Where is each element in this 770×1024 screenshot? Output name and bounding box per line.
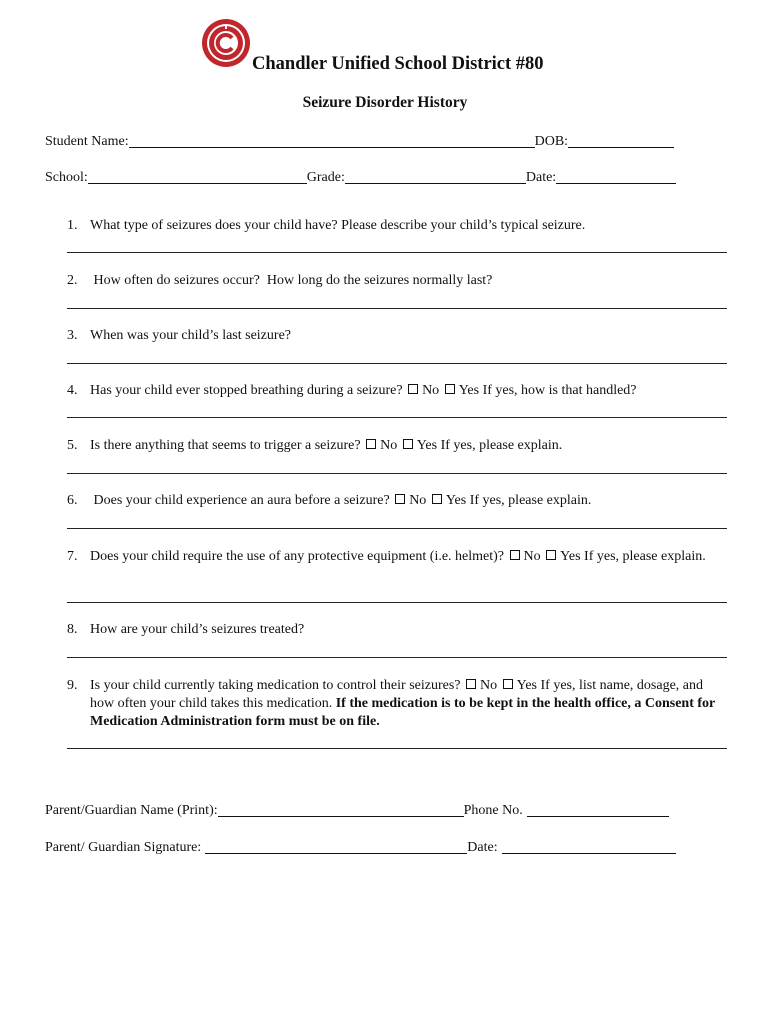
- student-name-label: Student Name:: [45, 134, 129, 149]
- parent-name-field[interactable]: [218, 804, 464, 817]
- school-field[interactable]: [88, 171, 307, 184]
- question-2: 2. How often do seizures occur? How long do the seizures normally last?: [67, 273, 493, 288]
- district-logo-icon: [201, 18, 251, 68]
- answer-line-3[interactable]: [67, 363, 727, 364]
- question-5: 5. Is there anything that seems to trigger a seizure? No Yes If yes, please explain.: [67, 438, 563, 453]
- no-checkbox[interactable]: [395, 494, 405, 504]
- no-checkbox[interactable]: [408, 384, 418, 394]
- no-checkbox[interactable]: [366, 439, 376, 449]
- question-3: 3. When was your child’s last seizure?: [67, 328, 291, 343]
- student-name-field[interactable]: [129, 135, 535, 148]
- school-label: School:: [45, 170, 88, 185]
- question-9: 9. Is your child currently taking medication to control their seizures? No Yes If yes, list name, dosage, and how often your child takes this medication. If the medication is to be kept in the health office, a Consent for Medication Administration form must be on file.: [67, 678, 716, 729]
- signature-row: [45, 840, 676, 856]
- signature-label: Parent/ Guardian Signature:: [45, 840, 202, 855]
- grade-label: Grade:: [306, 170, 345, 185]
- answer-line-4[interactable]: [67, 417, 727, 418]
- phone-field[interactable]: [527, 804, 669, 817]
- yes-checkbox[interactable]: [403, 439, 413, 449]
- answer-line-8[interactable]: [67, 657, 727, 658]
- question-8: 8. How are your child’s seizures treated?: [67, 622, 305, 637]
- no-checkbox[interactable]: [510, 550, 520, 560]
- date-field[interactable]: [556, 171, 676, 184]
- medication-consent-notice: If the medication is to be kept in the health office, a Consent for Medication Administration form must be on file.: [90, 696, 716, 729]
- grade-field[interactable]: [345, 171, 526, 184]
- signature-field[interactable]: [205, 841, 467, 854]
- dob-field[interactable]: [568, 135, 674, 148]
- signature-date-field[interactable]: [502, 841, 676, 854]
- question-1: 1. What type of seizures does your child have? Please describe your child’s typical seizure.: [67, 218, 586, 233]
- parent-name-label: Parent/Guardian Name (Print):: [45, 803, 218, 818]
- answer-line-7[interactable]: [67, 602, 727, 603]
- date-label: Date:: [525, 170, 557, 185]
- answer-line-6[interactable]: [67, 528, 727, 529]
- answer-line-1[interactable]: [67, 252, 727, 253]
- phone-label: Phone No.: [463, 803, 523, 818]
- question-7: 7. Does your child require the use of any protective equipment (i.e. helmet)? No Yes If yes, please explain.: [67, 549, 706, 564]
- yes-checkbox[interactable]: [503, 679, 513, 689]
- document-subtitle: Seizure Disorder History: [302, 94, 468, 111]
- answer-line-9[interactable]: [67, 748, 727, 749]
- answer-line-5[interactable]: [67, 473, 727, 474]
- yes-checkbox[interactable]: [546, 550, 556, 560]
- school-row: [45, 170, 676, 186]
- student-name-row: [45, 134, 674, 150]
- answer-line-2[interactable]: [67, 308, 727, 309]
- question-4: 4. Has your child ever stopped breathing during a seizure? No Yes If yes, how is that handled?: [67, 383, 637, 398]
- document-title: Chandler Unified School District #80: [252, 54, 544, 74]
- parent-name-row: [45, 803, 669, 819]
- dob-label: DOB:: [534, 134, 569, 149]
- signature-date-label: Date:: [467, 840, 498, 855]
- no-checkbox[interactable]: [466, 679, 476, 689]
- question-6: 6. Does your child experience an aura before a seizure? No Yes If yes, please explain.: [67, 493, 592, 508]
- yes-checkbox[interactable]: [432, 494, 442, 504]
- yes-checkbox[interactable]: [445, 384, 455, 394]
